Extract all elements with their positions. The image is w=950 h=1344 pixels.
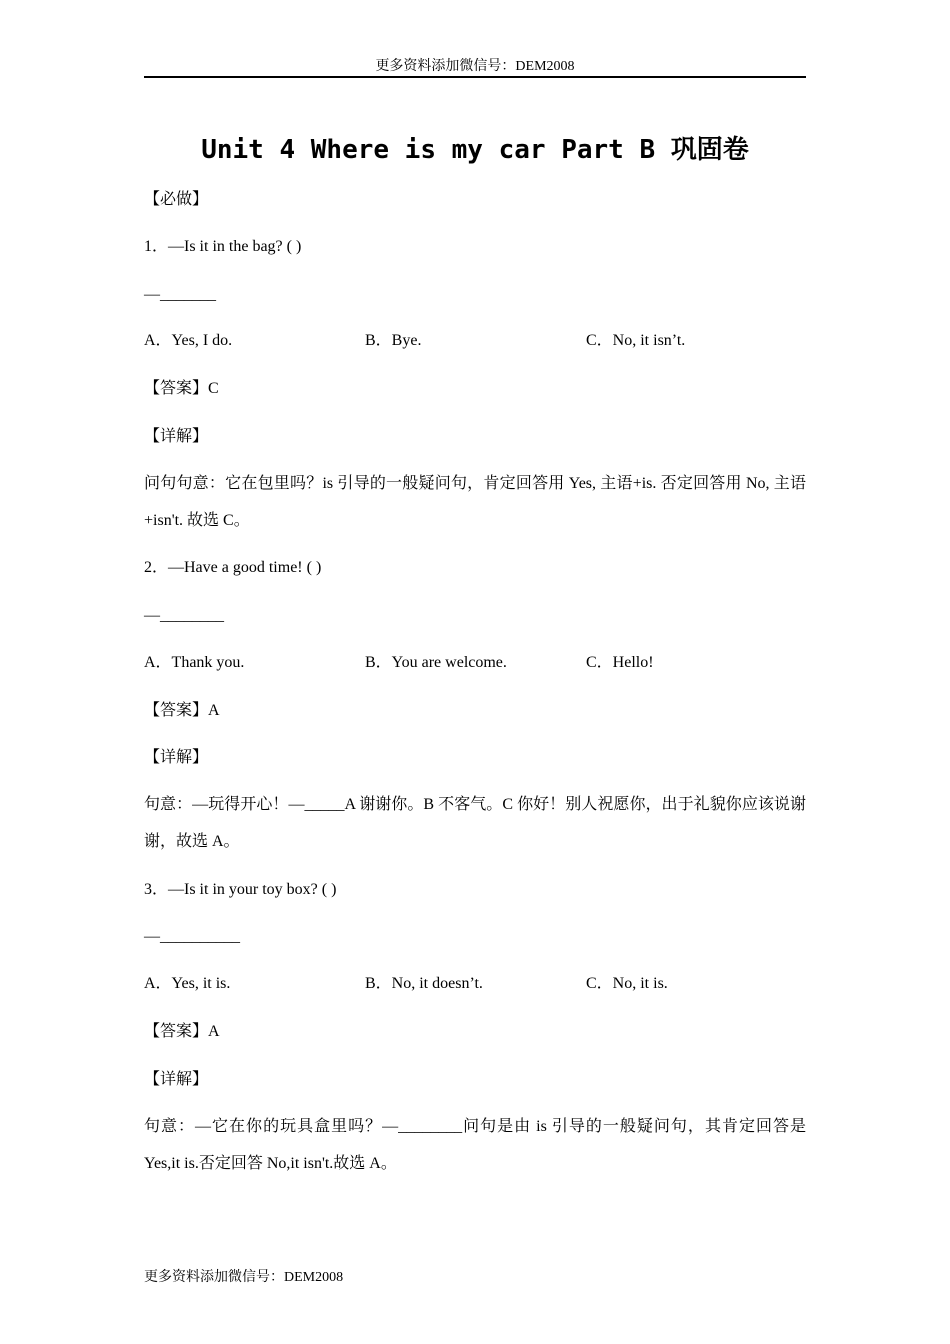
question-1-stem: 1．—Is it in the bag? ( ) [144,238,302,255]
header-rule [144,76,806,78]
question-3-stem: 3．—Is it in your toy box? ( ) [144,881,337,898]
question-1-answer: 【答案】C [144,380,219,397]
page-footer: 更多资料添加微信号：DEM2008 [144,1270,344,1285]
question-2-answer: 【答案】A [144,702,220,719]
question-1-detail-label: 【详解】 [144,428,209,445]
question-2-option-a: A．Thank you. [144,654,245,671]
question-3-blank: —__________ [144,928,240,945]
question-2-option-c: C．Hello! [586,654,654,671]
question-2-blank: —________ [144,607,224,624]
question-1-explanation: 问句句意：它在包里吗？is 引导的一般疑问句，肯定回答用 Yes, 主语+is. 否定回答用 No, 主语+isn't. 故选 C。 [144,475,806,529]
question-1-blank: —_______ [144,286,216,303]
question-3-answer: 【答案】A [144,1023,220,1040]
question-2-option-b: B．You are welcome. [365,654,507,671]
question-1-option-c: C．No, it isn’t. [586,332,686,349]
question-3-option-b: B．No, it doesn’t. [365,975,483,992]
page-title: Unit 4 Where is my car Part B 巩固卷 [201,135,749,165]
page-header: 更多资料添加微信号：DEM2008 [375,59,575,74]
question-2-explanation: 句意：—玩得开心！—_____A 谢谢你。B 不客气。C 你好！别人祝愿你，出于礼貌你应该说谢谢，故选 A。 [144,796,806,850]
question-3-explanation: 句意：—它在你的玩具盒里吗？—________问句是由 is 引导的一般疑问句，其肯定回答是 Yes,it is.否定回答 No,it isn't.故选 A。 [144,1118,806,1172]
question-3-detail-label: 【详解】 [144,1071,209,1088]
question-3-option-c: C．No, it is. [586,975,668,992]
question-1-option-a: A．Yes, I do. [144,332,233,349]
question-1-option-b: B．Bye. [365,332,422,349]
section-label: 【必做】 [144,191,209,208]
question-2-detail-label: 【详解】 [144,749,209,766]
question-3-option-a: A．Yes, it is. [144,975,231,992]
question-2-stem: 2．—Have a good time! ( ) [144,559,322,576]
